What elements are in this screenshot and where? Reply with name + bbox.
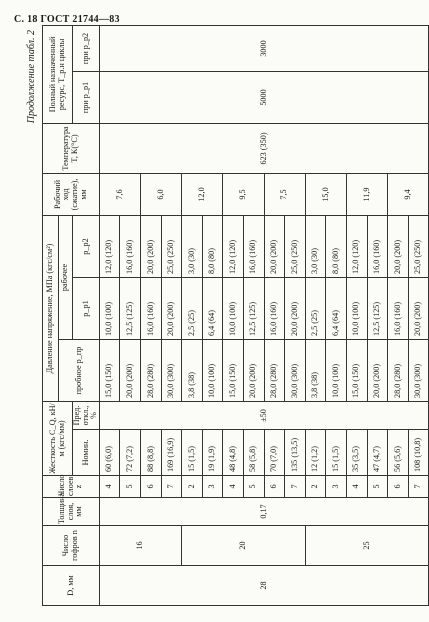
cell-p2: 3,0 (30) bbox=[182, 215, 203, 277]
spec-table bbox=[42, 25, 429, 606]
col-corrugations: Число гофров n bbox=[43, 526, 100, 566]
cell-test: 20,0 (200) bbox=[367, 340, 388, 402]
cell-nom: 19 (1,9) bbox=[202, 430, 223, 476]
cell-z: 6 bbox=[388, 476, 409, 498]
cell-test: 15,0 (150) bbox=[223, 340, 244, 402]
page-header: С. 18 ГОСТ 21744—83 bbox=[14, 14, 120, 25]
cell-z: 4 bbox=[346, 476, 367, 498]
cell-test: 30,0 (300) bbox=[408, 340, 429, 402]
cell-z: 5 bbox=[243, 476, 264, 498]
col-p1: p_p1 bbox=[73, 278, 100, 340]
cell-z: 4 bbox=[223, 476, 244, 498]
cell-p2: 8,0 (80) bbox=[202, 215, 223, 277]
cell-p1: 12,5 (125) bbox=[120, 278, 141, 340]
cell-p2: 16,0 (160) bbox=[120, 215, 141, 277]
col-resource: Полный назначенный ресурс, Т_р.н циклы bbox=[43, 25, 73, 123]
cell-test: 30,0 (300) bbox=[161, 340, 182, 402]
cell-nom: 56 (5,6) bbox=[388, 430, 409, 476]
cell-test: 20,0 (200) bbox=[243, 340, 264, 402]
cell-test: 3,8 (38) bbox=[305, 340, 326, 402]
cell-stroke: 7,5 bbox=[264, 173, 305, 215]
cell-stroke: 7,6 bbox=[99, 173, 140, 215]
cell-z: 6 bbox=[141, 476, 162, 498]
cell-stroke: 9,5 bbox=[223, 173, 264, 215]
cell-nom: 70 (7,0) bbox=[264, 430, 285, 476]
cell-p1: 16,0 (160) bbox=[388, 278, 409, 340]
cell-res-p1: 5000 bbox=[99, 71, 429, 123]
cell-p2: 20,0 (200) bbox=[141, 215, 162, 277]
cell-test: 10,0 (100) bbox=[202, 340, 223, 402]
cell-nom: 15 (1,5) bbox=[326, 430, 347, 476]
cell-deviation: ±50 bbox=[99, 402, 429, 430]
col-layers: Число слоев z bbox=[43, 476, 100, 498]
cell-nom: 48 (4,8) bbox=[223, 430, 244, 476]
cell-nom: 72 (7,2) bbox=[120, 430, 141, 476]
cell-test: 3,8 (38) bbox=[182, 340, 203, 402]
rotated-table-block bbox=[26, 26, 423, 606]
cell-nom: 60 (6,0) bbox=[99, 430, 120, 476]
cell-z: 7 bbox=[161, 476, 182, 498]
cell-nom: 58 (5,8) bbox=[243, 430, 264, 476]
cell-p2: 25,0 (250) bbox=[408, 215, 429, 277]
cell-p1: 6,4 (64) bbox=[202, 278, 223, 340]
cell-z: 2 bbox=[305, 476, 326, 498]
cell-p1: 10,0 (100) bbox=[223, 278, 244, 340]
cell-p1: 2,5 (25) bbox=[305, 278, 326, 340]
cell-p2: 12,0 (120) bbox=[223, 215, 244, 277]
col-res-p2: при p_p2 bbox=[73, 25, 100, 71]
cell-p2: 3,0 (30) bbox=[305, 215, 326, 277]
cell-z: 2 bbox=[182, 476, 203, 498]
cell-p2: 8,0 (80) bbox=[326, 215, 347, 277]
cell-test: 15,0 (150) bbox=[346, 340, 367, 402]
cell-test: 28,0 (280) bbox=[141, 340, 162, 402]
cell-n: 20 bbox=[182, 526, 306, 566]
col-stroke: Рабочий ход (сжатие), мм bbox=[43, 173, 100, 215]
cell-p2: 25,0 (250) bbox=[161, 215, 182, 277]
cell-stroke: 12,0 bbox=[182, 173, 223, 215]
cell-nom: 47 (4,7) bbox=[367, 430, 388, 476]
col-thickness: Толщина слоя, мм bbox=[43, 498, 100, 526]
cell-z: 7 bbox=[285, 476, 306, 498]
cell-p1: 16,0 (160) bbox=[141, 278, 162, 340]
cell-n: 25 bbox=[305, 526, 429, 566]
col-res-p1: при p_p1 bbox=[73, 71, 100, 123]
col-pressure-test: пробное p_пр bbox=[59, 340, 100, 402]
col-stiffness-dev: Пред. откл., % bbox=[73, 402, 100, 430]
col-p2: p_p2 bbox=[73, 215, 100, 277]
cell-stroke: 9,4 bbox=[388, 173, 429, 215]
cell-z: 3 bbox=[202, 476, 223, 498]
cell-z: 5 bbox=[367, 476, 388, 498]
cell-thickness: 0,17 bbox=[99, 498, 429, 526]
cell-p2: 16,0 (160) bbox=[367, 215, 388, 277]
cell-test: 30,0 (300) bbox=[285, 340, 306, 402]
cell-p1: 20,0 (200) bbox=[285, 278, 306, 340]
cell-test: 28,0 (280) bbox=[264, 340, 285, 402]
cell-z: 7 bbox=[408, 476, 429, 498]
cell-p2: 12,0 (120) bbox=[99, 215, 120, 277]
cell-p1: 10,0 (100) bbox=[99, 278, 120, 340]
col-stiffness-nom: Номин. bbox=[73, 430, 100, 476]
col-stiffness: Жесткость C_Q, кН/м (кгс/мм) bbox=[43, 402, 73, 476]
cell-res-p2: 3000 bbox=[99, 25, 429, 71]
cell-z: 3 bbox=[326, 476, 347, 498]
cell-p1: 20,0 (200) bbox=[408, 278, 429, 340]
cell-z: 5 bbox=[120, 476, 141, 498]
cell-p2: 25,0 (250) bbox=[285, 215, 306, 277]
cell-p1: 6,4 (64) bbox=[326, 278, 347, 340]
cell-p1: 12,5 (125) bbox=[367, 278, 388, 340]
cell-nom: 15 (1,5) bbox=[182, 430, 203, 476]
cell-p1: 2,5 (25) bbox=[182, 278, 203, 340]
col-temperature: Температура T, К(°С) bbox=[43, 123, 100, 173]
cell-test: 20,0 (200) bbox=[120, 340, 141, 402]
cell-stroke: 15,0 bbox=[305, 173, 346, 215]
cell-p2: 20,0 (200) bbox=[388, 215, 409, 277]
cell-p1: 10,0 (100) bbox=[346, 278, 367, 340]
col-d: D, мм bbox=[43, 566, 100, 606]
cell-nom: 35 (3,5) bbox=[346, 430, 367, 476]
continuation-label: Продолжение табл. 2 bbox=[26, 30, 37, 124]
cell-nom: 169 (16,9) bbox=[161, 430, 182, 476]
cell-test: 15,0 (150) bbox=[99, 340, 120, 402]
cell-p1: 20,0 (200) bbox=[161, 278, 182, 340]
col-pressure-work: рабочее bbox=[59, 215, 73, 339]
table-row bbox=[99, 25, 120, 605]
cell-p1: 16,0 (160) bbox=[264, 278, 285, 340]
cell-nom: 12 (1,2) bbox=[305, 430, 326, 476]
cell-p2: 20,0 (200) bbox=[264, 215, 285, 277]
cell-test: 28,0 (280) bbox=[388, 340, 409, 402]
cell-p2: 12,0 (120) bbox=[346, 215, 367, 277]
cell-d: 28 bbox=[99, 566, 429, 606]
cell-nom: 88 (8,8) bbox=[141, 430, 162, 476]
cell-temperature: 623 (350) bbox=[99, 123, 429, 173]
cell-z: 6 bbox=[264, 476, 285, 498]
cell-nom: 108 (10,8) bbox=[408, 430, 429, 476]
cell-nom: 135 (13,5) bbox=[285, 430, 306, 476]
cell-test: 10,0 (100) bbox=[326, 340, 347, 402]
cell-p1: 12,5 (125) bbox=[243, 278, 264, 340]
cell-stroke: 6,0 bbox=[141, 173, 182, 215]
col-pressure: Давление напряжение, МПа (кгс/см²) bbox=[43, 215, 59, 401]
cell-n: 16 bbox=[99, 526, 181, 566]
cell-p2: 16,0 (160) bbox=[243, 215, 264, 277]
cell-stroke: 11,9 bbox=[346, 173, 387, 215]
cell-z: 4 bbox=[99, 476, 120, 498]
